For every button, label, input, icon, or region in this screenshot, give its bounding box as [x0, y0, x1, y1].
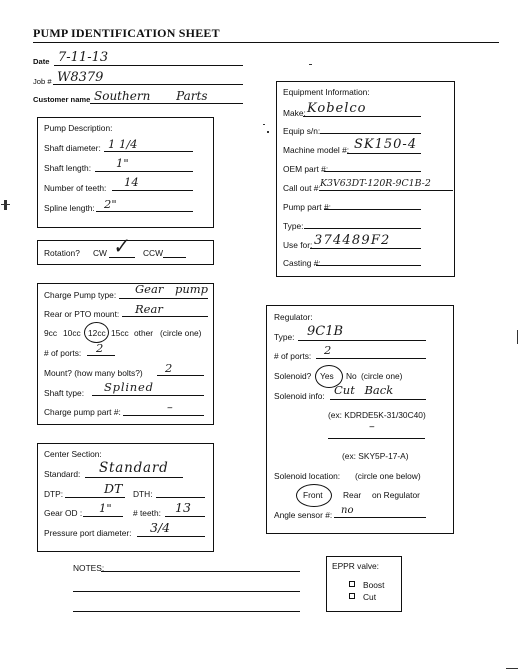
solenoid-example-2: (ex: SKY5P-17-A)	[342, 451, 409, 461]
solenoid-info-label: Solenoid info:	[274, 391, 325, 401]
regulator-type-label: Type:	[274, 332, 295, 342]
size-10cc[interactable]: 10cc	[63, 328, 81, 338]
charge-pump-type-label: Charge Pump type:	[44, 290, 117, 300]
pressure-port-value[interactable]: 3/4	[150, 520, 171, 535]
title-rule	[33, 42, 499, 43]
pressure-port-label: Pressure port diameter:	[44, 528, 132, 538]
dth-line	[156, 497, 205, 498]
standard-label: Standard:	[44, 469, 81, 479]
charge-pump-part-value[interactable]: –	[167, 400, 173, 414]
spline-length-value[interactable]: 2"	[104, 197, 117, 211]
use-for-value[interactable]: 374489F2	[314, 233, 391, 248]
type-label: Type:	[283, 221, 304, 231]
rotation-cw-label: CW	[93, 248, 107, 258]
mount-bolts-label: Mount? (how many bolts?)	[44, 368, 143, 378]
mount-bolts-value[interactable]: 2	[165, 361, 173, 375]
pump-part-label: Pump part #:	[283, 202, 331, 212]
gear-teeth-value[interactable]: 13	[175, 500, 191, 515]
angle-sensor-value[interactable]: no	[341, 505, 354, 516]
notes-label: NOTES:	[73, 563, 105, 573]
machine-model-line	[347, 153, 421, 154]
solenoid-example-1: (ex: KDRDE5K-31/30C40)	[328, 410, 426, 420]
solenoid-example-1-line	[328, 438, 425, 439]
shaft-length-line	[95, 171, 193, 172]
date-label: Date	[33, 57, 50, 66]
notes-line-2[interactable]	[73, 591, 300, 592]
shaft-type-value[interactable]: Splined	[104, 380, 154, 394]
equip-sn-line	[320, 133, 421, 134]
customer-label: Customer name	[33, 95, 91, 104]
casting-line	[316, 265, 421, 266]
scan-speck	[309, 64, 312, 65]
charge-ports-label: # of ports:	[44, 348, 82, 358]
pressure-port-line	[137, 536, 205, 537]
eppr-boost-checkbox[interactable]	[349, 581, 355, 587]
spline-length-label: Spline length:	[44, 203, 95, 213]
gear-od-label: Gear OD :	[44, 508, 83, 518]
pump-part-line	[324, 209, 421, 210]
charge-pump-part-label: Charge pump part #:	[44, 407, 121, 417]
rotation-cw-check[interactable]: ✓	[110, 232, 131, 260]
date-field-line	[54, 65, 243, 66]
standard-value[interactable]: Standard	[99, 460, 169, 476]
equip-sn-label: Equip s/n:	[283, 126, 321, 136]
use-for-line	[310, 248, 421, 249]
charge-pump-type-value[interactable]: Gear pump	[135, 282, 209, 296]
job-label: Job #	[33, 77, 52, 86]
size-circle-one-hint: (circle one)	[160, 328, 202, 338]
solenoid-circle-one-hint: (circle one)	[361, 371, 403, 381]
scan-speck	[267, 131, 269, 133]
solenoid-info-line	[330, 399, 426, 400]
job-value[interactable]: W8379	[57, 70, 104, 85]
oem-part-label: OEM part #:	[283, 164, 329, 174]
solenoid-info-value[interactable]: Cut Back	[334, 383, 394, 397]
angle-sensor-label: Angle sensor #:	[274, 510, 333, 520]
scan-speck	[1, 204, 10, 205]
eppr-boost-label: Boost	[363, 580, 385, 590]
number-of-teeth-line	[112, 190, 193, 191]
scan-speck	[4, 200, 7, 210]
notes-line-1[interactable]	[101, 571, 300, 572]
standard-line	[85, 477, 183, 478]
solenoid-location-label: Solenoid location:	[274, 471, 341, 481]
call-out-value[interactable]: K3V63DT-120R-9C1B-2	[320, 178, 431, 189]
customer-value[interactable]: Southern Parts	[94, 89, 208, 103]
rotation-label: Rotation?	[44, 248, 80, 258]
regulator-type-value[interactable]: 9C1B	[307, 324, 344, 339]
scan-speck	[517, 330, 518, 344]
dth-label: DTH:	[133, 489, 153, 499]
charge-ports-line	[87, 355, 115, 356]
notes-line-3[interactable]	[73, 611, 300, 612]
regulator-ports-label: # of ports:	[274, 351, 312, 361]
machine-model-value[interactable]: SK150-4	[354, 137, 418, 152]
number-of-teeth-label: Number of teeth:	[44, 183, 107, 193]
rotation-ccw-line	[163, 257, 186, 258]
date-value[interactable]: 7-11-13	[58, 50, 109, 65]
solenoid-location-hint: (circle one below)	[355, 471, 421, 481]
eppr-valve-title: EPPR valve:	[332, 561, 380, 571]
size-12cc-circle	[84, 322, 109, 343]
eppr-cut-checkbox[interactable]	[349, 593, 355, 599]
customer-field-line	[90, 103, 243, 104]
location-on-regulator[interactable]: on Regulator	[372, 490, 420, 500]
shaft-diameter-line	[104, 151, 193, 152]
mount-value[interactable]: Rear	[135, 302, 163, 316]
gear-teeth-line	[165, 516, 205, 517]
charge-pump-part-line	[123, 415, 204, 416]
equipment-info-title: Equipment Information:	[283, 87, 370, 97]
make-line	[303, 116, 421, 117]
eppr-cut-label: Cut	[363, 592, 377, 602]
regulator-type-line	[298, 340, 426, 341]
call-out-line	[319, 190, 453, 191]
shaft-diameter-label: Shaft diameter:	[44, 143, 101, 153]
regulator-title: Regulator:	[274, 312, 313, 322]
charge-ports-value[interactable]: 2	[96, 341, 104, 355]
make-label: Make:	[283, 108, 306, 118]
shaft-type-line	[92, 395, 204, 396]
dtp-value[interactable]: DT	[104, 481, 123, 496]
machine-model-label: Machine model #:	[283, 145, 350, 155]
solenoid-example-1-value[interactable]: –	[369, 419, 375, 433]
shaft-diameter-value[interactable]: 1 1/4	[108, 137, 138, 151]
pump-description-title: Pump Description:	[44, 123, 113, 133]
rotation-ccw-label: CCW	[143, 248, 164, 258]
call-out-label: Call out #:	[283, 183, 321, 193]
dtp-line	[65, 497, 125, 498]
solenoid-label: Solenoid?	[274, 371, 312, 381]
shaft-length-value[interactable]: 1"	[116, 156, 129, 170]
regulator-ports-line	[316, 358, 426, 359]
solenoid-no[interactable]: No	[346, 371, 357, 381]
mount-label: Rear or PTO mount:	[44, 309, 120, 319]
use-for-label: Use for:	[283, 240, 313, 250]
dtp-label: DTP:	[44, 489, 64, 499]
casting-label: Casting #:	[283, 258, 321, 268]
charge-pump-type-line	[119, 298, 208, 299]
location-rear[interactable]: Rear	[343, 490, 362, 500]
job-field-line	[53, 84, 243, 85]
mount-bolts-line	[157, 375, 204, 376]
oem-part-line	[324, 171, 421, 172]
spline-length-line	[96, 211, 193, 212]
mount-line	[122, 316, 208, 317]
number-of-teeth-value[interactable]: 14	[124, 175, 139, 189]
scan-speck	[263, 124, 265, 125]
make-value[interactable]: Kobelco	[307, 101, 367, 116]
size-15cc[interactable]: 15cc	[111, 328, 129, 338]
size-12cc[interactable]: 12cc	[88, 328, 106, 338]
angle-sensor-line	[334, 517, 426, 518]
shaft-length-label: Shaft length:	[44, 163, 92, 173]
center-section-title: Center Section:	[44, 449, 102, 459]
page-title: PUMP IDENTIFICATION SHEET	[33, 26, 220, 40]
gear-od-line	[83, 516, 123, 517]
type-line	[304, 228, 421, 229]
shaft-type-label: Shaft type:	[44, 388, 85, 398]
solenoid-yes[interactable]: Yes	[320, 371, 334, 381]
size-other[interactable]: other	[134, 328, 154, 338]
location-front[interactable]: Front	[303, 490, 323, 500]
regulator-ports-value[interactable]: 2	[324, 343, 332, 357]
scan-speck	[506, 668, 518, 669]
gear-teeth-label: # teeth:	[133, 508, 161, 518]
gear-od-value[interactable]: 1"	[99, 501, 112, 515]
size-9cc[interactable]: 9cc	[44, 328, 58, 338]
